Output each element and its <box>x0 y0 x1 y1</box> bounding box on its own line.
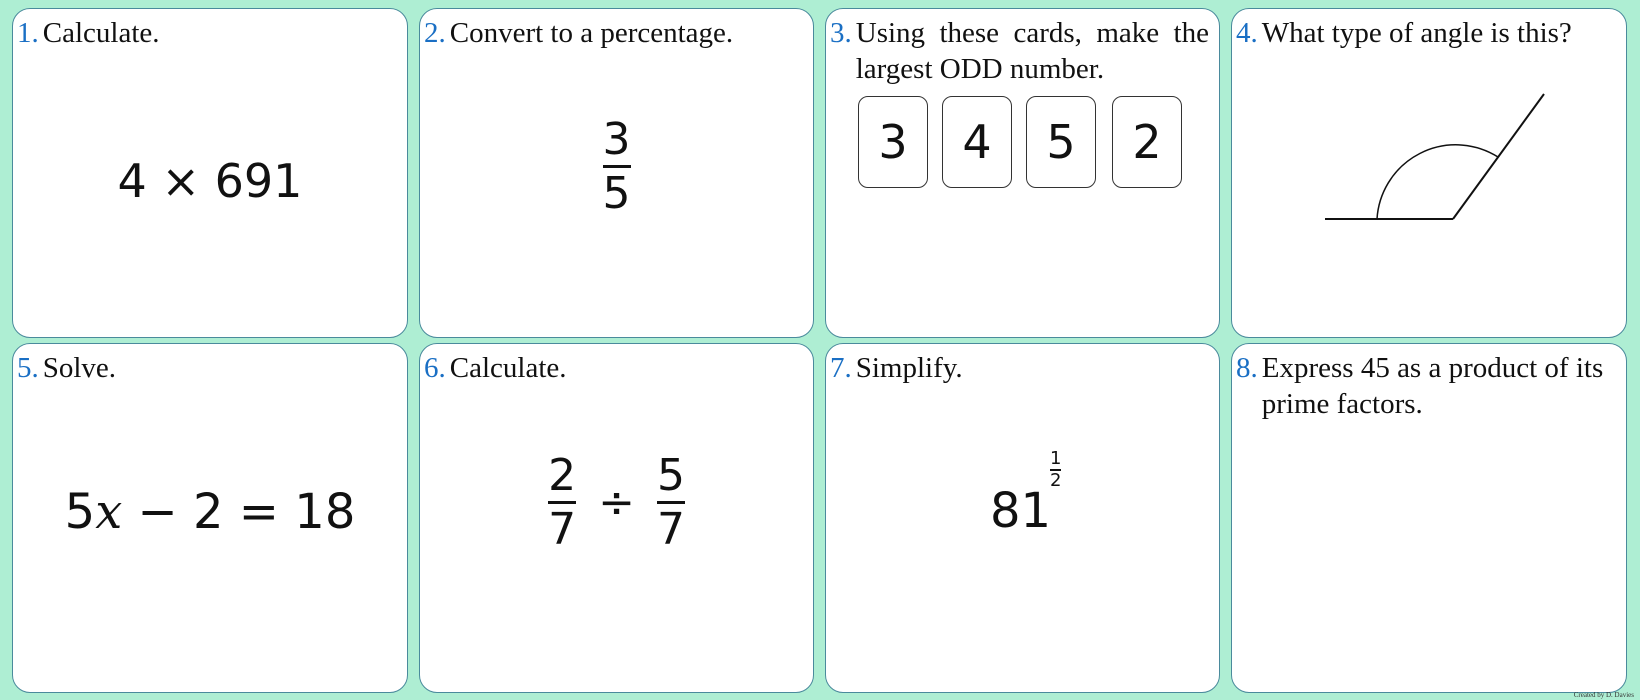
fraction-numerator: 3 <box>602 114 631 165</box>
question-number: 4. <box>1236 17 1258 49</box>
number-card: 2 <box>1112 96 1182 188</box>
question-card-5 <box>12 343 408 693</box>
question-number: 3. <box>830 17 852 49</box>
divide-sign: ÷ <box>598 477 635 528</box>
question-text: Calculate. <box>449 352 567 384</box>
operand-a: 4 <box>117 154 147 208</box>
number-card: 4 <box>942 96 1012 188</box>
question-header <box>17 350 397 386</box>
fraction-division <box>420 450 813 555</box>
question-number: 8. <box>1236 352 1258 384</box>
power-exponent <box>1050 449 1061 491</box>
question-text: Express 45 as a product of its prime factors. <box>1261 352 1604 420</box>
number-card: 5 <box>1026 96 1096 188</box>
question-number: 6. <box>424 352 446 384</box>
times-sign: × <box>161 154 200 208</box>
question-header <box>830 15 1209 87</box>
author-credit: Created by D. Davies <box>1573 691 1634 699</box>
question-card-4 <box>1231 8 1627 338</box>
angle-arm-slanted <box>1453 94 1544 219</box>
question-header <box>424 350 803 386</box>
power-base: 81 <box>990 483 1052 539</box>
question-card-8 <box>1231 343 1627 693</box>
question-text: Calculate. <box>42 17 160 49</box>
question-text: Solve. <box>42 352 117 384</box>
question-text: Simplify. <box>855 352 963 384</box>
question-text: Convert to a percentage. <box>449 17 734 49</box>
multiplication-expression <box>13 154 407 208</box>
question-card-3 <box>825 8 1220 338</box>
question-text: Using these cards, make the largest ODD number. <box>855 17 1209 85</box>
operand-b: 691 <box>214 154 303 208</box>
question-card-1 <box>12 8 408 338</box>
fraction-denominator: 5 <box>602 168 631 219</box>
fraction-right <box>657 450 685 555</box>
question-header <box>830 350 1209 386</box>
exponent-numerator: 1 <box>1050 448 1062 469</box>
fraction-denominator: 7 <box>656 504 685 555</box>
exponent-denominator: 2 <box>1050 469 1062 491</box>
number-card: 3 <box>858 96 928 188</box>
question-header <box>1236 350 1616 422</box>
question-card-6 <box>419 343 814 693</box>
equation-rest: − 2 = 18 <box>137 484 356 540</box>
fraction-denominator: 7 <box>548 504 577 555</box>
fraction-numerator: 5 <box>656 450 685 501</box>
fraction-3-5 <box>603 114 631 219</box>
fraction <box>420 114 813 219</box>
question-card-2 <box>419 8 814 338</box>
question-text: What type of angle is this? <box>1261 17 1572 49</box>
question-number: 2. <box>424 17 446 49</box>
fraction-numerator: 2 <box>548 450 577 501</box>
equation-coefficient: 5 <box>64 484 96 540</box>
equation-variable: x <box>95 484 123 540</box>
question-header <box>424 15 803 51</box>
question-number: 7. <box>830 352 852 384</box>
equation <box>13 484 407 540</box>
question-number: 1. <box>17 17 39 49</box>
obtuse-angle-diagram <box>1232 9 1627 338</box>
question-header <box>17 15 397 51</box>
question-card-7 <box>825 343 1220 693</box>
question-number: 5. <box>17 352 39 384</box>
fraction-left <box>548 450 576 555</box>
